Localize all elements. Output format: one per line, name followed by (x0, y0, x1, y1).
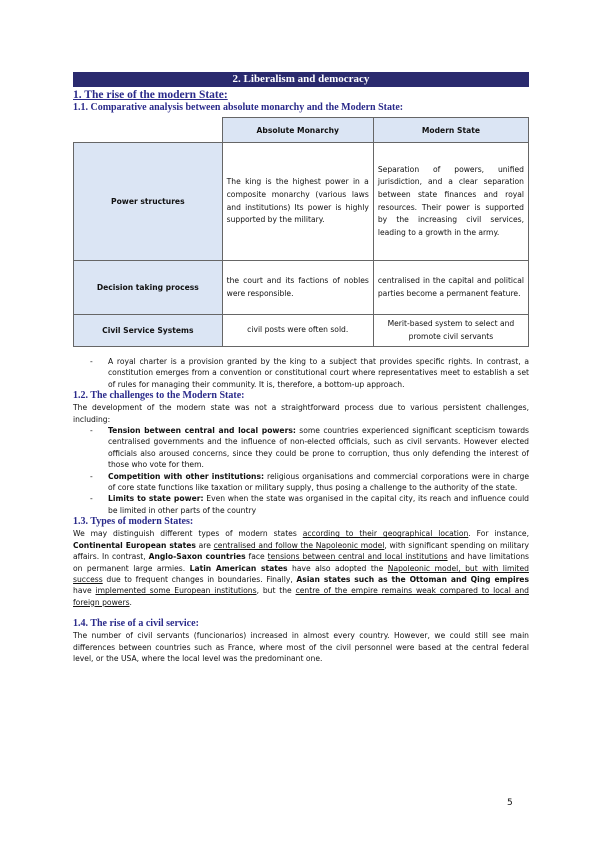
subsection-1-1-title: 1.1. Comparative analysis between absolute monarchy and the Modern State: (73, 102, 404, 113)
header-modern-state: Modern State (373, 118, 528, 143)
table-header-row (74, 118, 529, 143)
header-absolute-monarchy: Absolute Monarchy (222, 118, 373, 143)
row-label: Civil Service Systems (74, 315, 223, 347)
section-title: 1. The rise of the modern State: (73, 89, 228, 101)
table-row (74, 315, 529, 347)
table-row (74, 261, 529, 315)
monarchy-cell: civil posts were often sold. (222, 315, 373, 347)
document-page (73, 72, 529, 664)
modern-cell: centralised in the capital and political parties become a permanent feature. (373, 261, 528, 315)
bullet-dash: - (90, 426, 93, 436)
challenges-intro: The development of the modern state was not a straightforward process due to various persistent challenges, including: (73, 403, 529, 424)
modern-cell: Separation of powers, unified jurisdiction, and a clear separation between state finances and royal resources. Their power is supported by the increasing civil services, leading to a growth in the army. (373, 143, 528, 261)
chapter-banner: 2. Liberalism and democracy (73, 72, 529, 87)
civil-service-paragraph: The number of civil servants (funcionarios) increased in almost every country. However, we could still see main differences between countries such as France, where most of the civil personnel were based at the central federal level, or the USA, where the local level was the predominant one. (73, 631, 529, 663)
subsection-1-2-title: 1.2. The challenges to the Modern State: (73, 390, 245, 402)
monarchy-cell: The king is the highest power in a composite monarchy (various laws and institutions) Its power is highly supported by the military. (222, 143, 373, 261)
comparison-table (73, 117, 529, 347)
page-number: 5 (507, 798, 513, 808)
bullet-dash: - (90, 471, 93, 481)
bullet-dash: - (90, 494, 93, 504)
bullet-dash: - (90, 357, 93, 366)
row-label: Power structures (74, 143, 223, 261)
subsection-1-3-title: 1.3. Types of modern States: (73, 516, 194, 528)
types-paragraph: We may distinguish different types of modern states according to their geographical location. For instance, Continental European states are centralised and follow the Napoleonic model, with significant spending on military affairs. In contrast, Anglo-Saxon countries face tensions between central and local institutions and have limitations on permanent large armies. Latin American states have also adopted the Napoleonic model, but with limited success due to frequent changes in boundaries. Finally, Asian states such as the Ottoman and Qing empires have implemented some European institutions, but the centre of the empire remains weak compared to local and foreign powers. (73, 529, 530, 607)
charter-note: - A royal charter is a provision granted by the king to a subject that provides specific rights. In contrast, a constitution emerges from a convention or constitutional court where representatives meet to establish a set of rules for managing their community. It is, therefore, a bottom-up approach. (90, 357, 529, 389)
table-corner-cell (74, 118, 223, 143)
table-row (74, 143, 529, 261)
list-item: - Limits to state power: Even when the state was organised in the capital city, its reach and influence could be limited in other parts of the country (90, 494, 529, 515)
modern-cell: Merit-based system to select and promote civil servants (373, 315, 528, 347)
list-item: - Tension between central and local powers: some countries experienced significant scepticism towards centralised governments and the influence of non-elected officials, such as civil servants. However elected officials also aroused concerns, since they could be prone to corruption, thus only defending the interest of those who vote for them. (90, 426, 529, 470)
monarchy-cell: the court and its factions of nobles were responsible. (222, 261, 373, 315)
row-label: Decision taking process (74, 261, 223, 315)
subsection-1-4-title: 1.4. The rise of a civil service: (73, 618, 199, 630)
list-item: - Competition with other institutions: religious organisations and commercial corporations were in charge of core state functions like taxation or military supply, thus posing a challenge to the authority of the state. (90, 471, 529, 493)
